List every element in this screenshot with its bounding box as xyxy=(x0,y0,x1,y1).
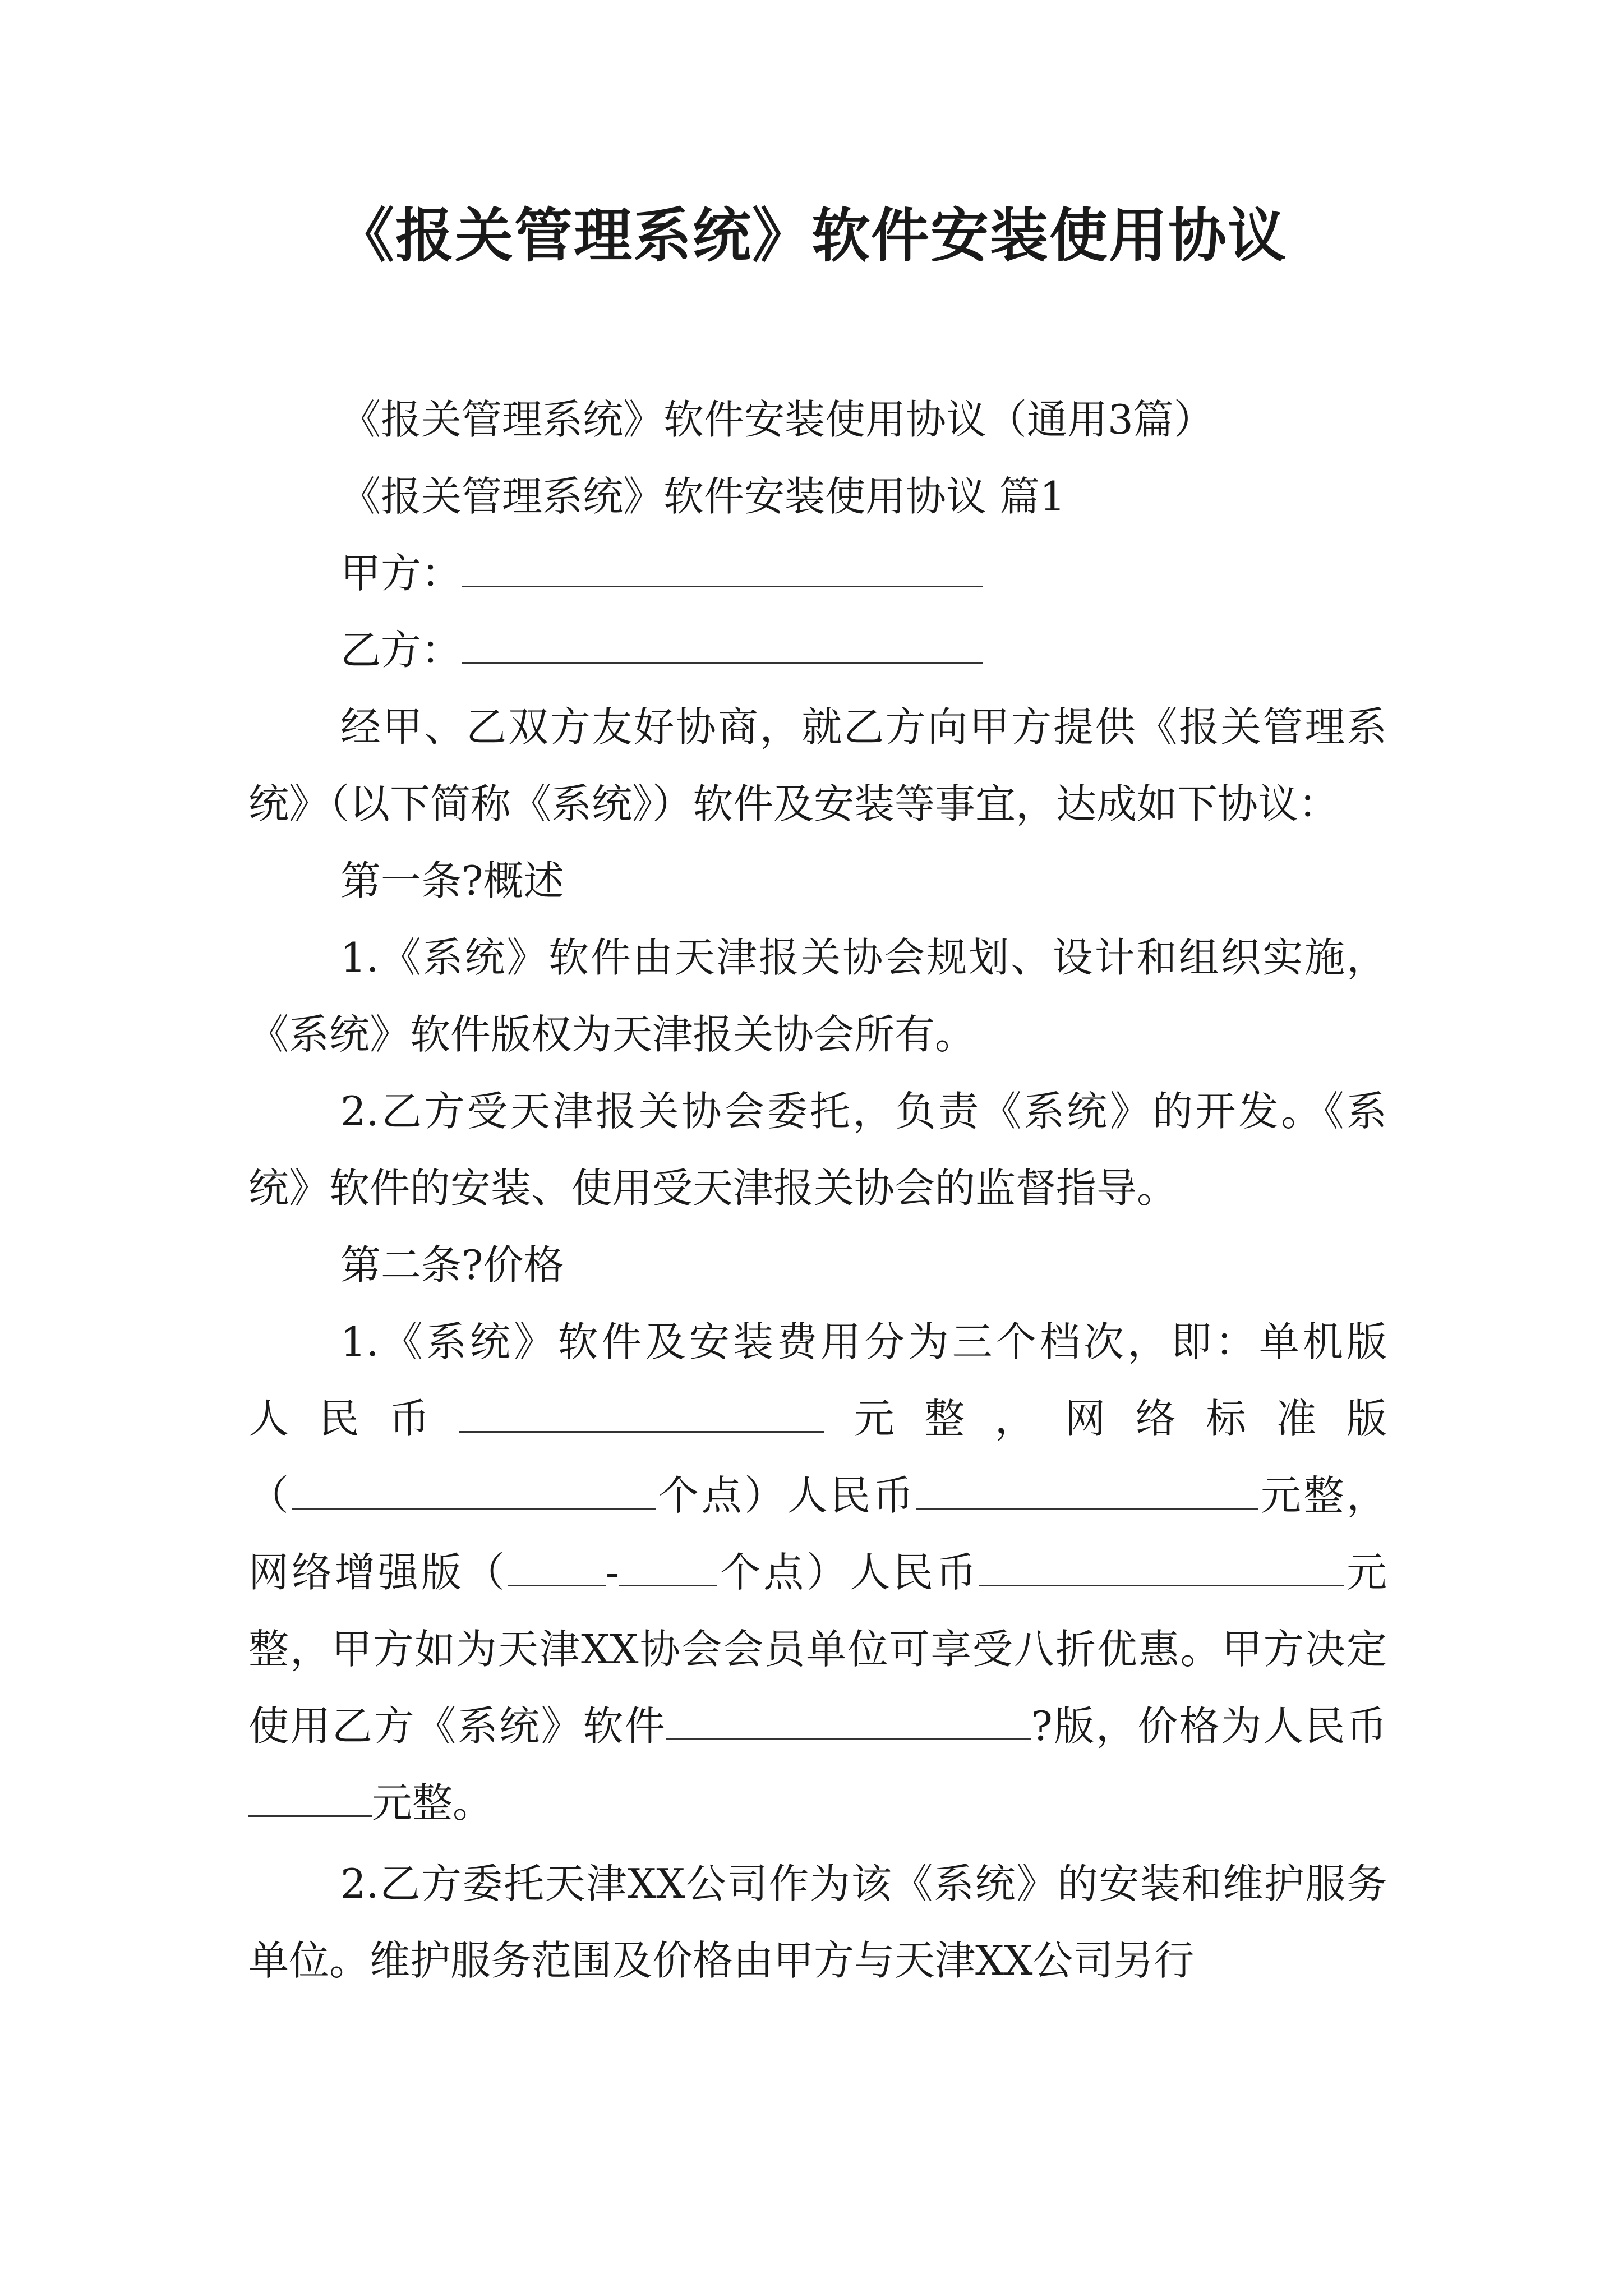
price-text-8: 个点）人民币 xyxy=(717,1549,979,1596)
article2-item1-line2 xyxy=(248,1381,1387,1457)
party-b-line xyxy=(248,612,1387,689)
chosen-price-blank xyxy=(248,1772,372,1817)
article2-item1-line1: 1.《系统》软件及安装费用分为三个档次，即：单机版 xyxy=(340,1318,1387,1365)
article1-item2: 2.乙方受天津报关协会委托，负责《系统》的开发。《系统》软件的安装、使用受天津报关协会的监督指导。 xyxy=(248,1088,1387,1212)
price-text-11: 元整。 xyxy=(372,1779,494,1826)
enhanced-points-from-blank xyxy=(508,1541,606,1586)
article2-heading: 第二条?价格 xyxy=(340,1241,564,1289)
price-text-1: 人民币 xyxy=(248,1395,460,1442)
party-a-blank xyxy=(462,542,983,587)
party-b-blank xyxy=(462,619,983,664)
article1-item1: 1.《系统》软件由天津报关协会规划、设计和组织实施，《系统》软件版权为天津报关协会所有。 xyxy=(248,934,1387,1058)
price-text-9: 元整，甲方如为天津XX协会会员单位可享受八折优惠。甲方决定使用乙方《系统》软件 xyxy=(248,1549,1387,1750)
enhanced-price-blank xyxy=(979,1541,1344,1586)
paragraph-gap xyxy=(248,1842,1387,1846)
intro-paragraph: 经甲、乙双方友好协商，就乙方向甲方提供《报关管理系统》（以下简称《系统》）软件及安装等事宜，达成如下协议： xyxy=(248,703,1387,827)
section-heading: 《报关管理系统》软件安装使用协议 篇1 xyxy=(340,473,1066,520)
article2-item2: 2.乙方委托天津XX公司作为该《系统》的安装和维护服务单位。维护服务范围及价格由甲方与天津XX公司另行 xyxy=(248,1860,1387,1984)
chosen-version-blank xyxy=(666,1695,1031,1740)
document-title: 《报关管理系统》软件安装使用协议 xyxy=(335,201,1287,270)
price-text-6: 网络增强版（ xyxy=(248,1549,508,1596)
price-text-10: ?版，价格为人民币 xyxy=(1031,1703,1387,1750)
party-a-line xyxy=(248,535,1387,612)
enhanced-points-to-blank xyxy=(619,1541,717,1586)
article2-item1-line3 xyxy=(248,1457,1387,1534)
party-a-label: 甲方： xyxy=(340,550,462,597)
price-text-2: 元整，网络标准版 xyxy=(824,1395,1387,1442)
document-body xyxy=(248,381,1387,1999)
standard-price-blank xyxy=(916,1464,1258,1510)
price-text-7: - xyxy=(605,1549,620,1596)
price-text-4: 个点）人民币 xyxy=(656,1472,916,1519)
document-subtitle: 《报关管理系统》软件安装使用协议（通用3篇） xyxy=(340,396,1214,443)
standalone-price-blank xyxy=(459,1387,824,1433)
price-text-5: 元整， xyxy=(1258,1472,1387,1519)
party-b-label: 乙方： xyxy=(340,627,462,674)
standard-points-blank xyxy=(292,1464,656,1510)
article2-item1-rest xyxy=(248,1534,1387,1842)
price-text-3: （ xyxy=(248,1472,292,1519)
article1-heading: 第一条?概述 xyxy=(340,857,564,904)
